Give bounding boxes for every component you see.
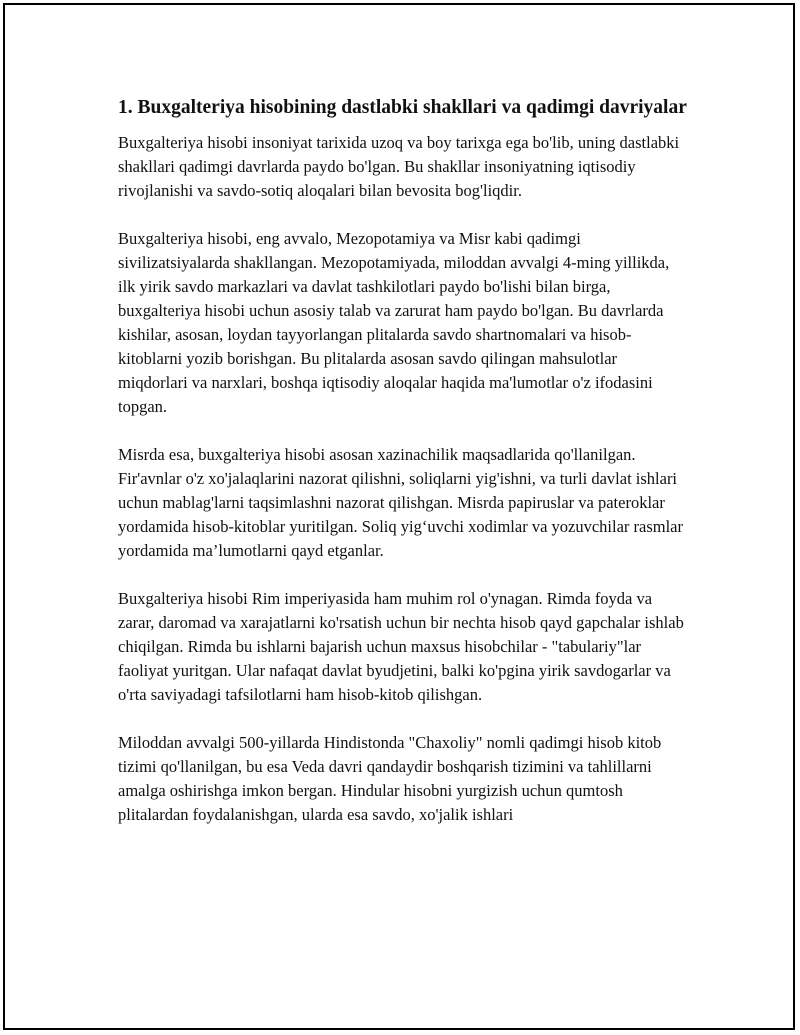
paragraph-egypt: Misrda esa, buxgalteriya hisobi asosan xazinachilik maqsadlarida qo'llanilgan. Fir'avnlar o'z xo'jalaqlarini nazorat qilishni, soliqlarni yig'ishni, va turli davlat ishlari uchun mablag'larni taqsimlashni nazorat qilishgan. Misrda papiruslar va pateroklar yordamida hisob-kitoblar yuritilgan. Soliq yig‘uvchi xodimlar va yozuvchilar rasmlar yordamida ma’lumotlarni qayd etganlar. [118,445,683,560]
paragraph-origins: Buxgalteriya hisobi insoniyat tarixida uzoq va boy tarixga ega bo'lib, uning dastlabki shakllari qadimgi davrlarda paydo bo'lgan. Bu shakllar insoniyatning iqtisodiy rivojlanishi va savdo-sotiq aloqalari bilan bevosita bog'liqdir. [118,133,680,200]
document-body [118,94,688,851]
paragraph-india: Miloddan avvalgi 500-yillarda Hindistonda "Chaxoliy" nomli qadimgi hisob kitob tizimi qo'llanilgan, bu esa Veda davri qandaydir boshqarish tizimini va tahlillarni amalga oshirishga imkon bergan. Hindular hisobni yurgizish uchun qumtosh plitalardan foydalanishgan, ularda esa savdo, xo'jalik ishlari [118,733,662,824]
paragraph-mesopotamia: Buxgalteriya hisobi, eng avvalo, Mezopotamiya va Misr kabi qadimgi sivilizatsiyalarda shakllangan. Mezopotamiyada, miloddan avvalgi 4-ming yillikda, ilk yirik savdo markazlari va davlat tashkilotlari paydo bo'lishi bilan birga, buxgalteriya hisobi uchun asosiy talab va zarurat ham paydo bo'lgan. Bu davrlarda kishilar, asosan, loydan tayyorlangan plitalarda savdo shartnomalari va hisob-kitoblarni yozib borishgan. Bu plitalarda asosan savdo qilingan mahsulotlar miqdorlari va narxlari, boshqa iqtisodiy aloqalar haqida ma'lumotlar o'z ifodasini topgan. [118,229,670,416]
section-heading: 1. Buxgalteriya hisobining dastlabki shakllari va qadimgi davriyalar [118,97,687,118]
paragraph-rome: Buxgalteriya hisobi Rim imperiyasida ham muhim rol o'ynagan. Rimda foyda va zarar, daromad va xarajatlarni ko'rsatish uchun bir nechta hisob qayd gapchalar ishlab chiqilgan. Rimda bu ishlarni bajarish uchun maxsus hisobchilar - "tabulariy"lar faoliyat yuritgan. Ular nafaqat davlat byudjetini, balki ko'pgina yirik savdogarlar va o'rta saviyadagi tafsilotlarni ham hisob-kitob qilishgan. [118,589,684,704]
